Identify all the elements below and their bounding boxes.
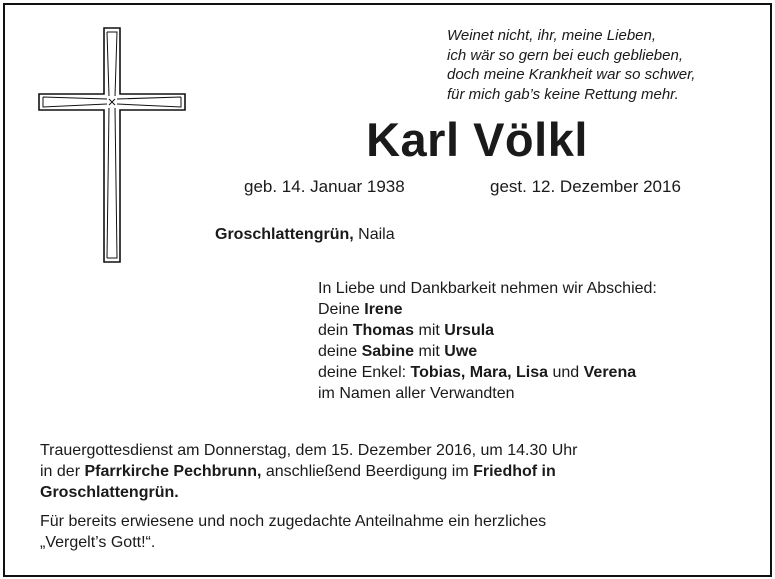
cemetery-town: Groschlattengrün. — [40, 484, 179, 501]
mourner-text: mit — [414, 343, 445, 360]
mourner-name: Thomas — [352, 322, 415, 339]
thanks-note — [40, 511, 546, 553]
mourner-text: deine — [318, 343, 362, 360]
cemetery-name: Friedhof in — [473, 463, 556, 480]
poem-line: ich wär so gern bei euch geblieben, — [447, 46, 683, 64]
mourner-text: deine Enkel: — [318, 364, 411, 381]
thanks-line: „Vergelt’s Gott!“. — [40, 534, 156, 551]
residence-town: Groschlattengrün, — [215, 226, 354, 243]
death-date: gest. 12. Dezember 2016 — [490, 177, 681, 196]
deceased-name: Karl Völkl — [366, 113, 588, 166]
thanks-line: Für bereits erwiesene und noch zugedachte Anteilnahme ein herzliches — [40, 513, 547, 530]
church-name: Pfarrkirche Pechbrunn, — [84, 463, 262, 480]
service-text: in der — [40, 463, 85, 480]
mourner-line — [318, 299, 657, 320]
mourner-text: und — [548, 364, 584, 381]
mourner-line — [318, 341, 657, 362]
mourner-name: Irene — [364, 301, 403, 318]
poem-line: doch meine Krankheit war so schwer, — [447, 66, 696, 83]
mourner-name: Ursula — [444, 322, 495, 339]
mourner-text: dein — [318, 322, 353, 339]
poem-line: Weinet nicht, ihr, meine Lieben, — [447, 27, 657, 44]
service-line: Trauergottesdienst am Donnerstag, dem 15. Dezember 2016, um 14.30 Uhr — [40, 442, 578, 459]
service-line — [40, 461, 577, 482]
mourner-name: Sabine — [361, 343, 415, 360]
birth-date: geb. 14. Januar 1938 — [244, 177, 405, 196]
residence — [215, 226, 395, 244]
mourners-block — [318, 278, 657, 404]
service-info — [40, 440, 577, 503]
mourners-intro: In Liebe und Dankbarkeit nehmen wir Abschied: — [318, 280, 657, 297]
mourner-name: Verena — [583, 364, 637, 381]
poem-line: für mich gab’s keine Rettung mehr. — [447, 85, 679, 103]
mourner-name: Tobias, Mara, Lisa — [410, 364, 549, 381]
mourner-text: Deine — [318, 301, 365, 318]
mourner-text: mit — [414, 322, 445, 339]
service-text: anschließend Beerdigung im — [261, 463, 474, 480]
service-line — [40, 482, 577, 503]
residence-region: Naila — [353, 226, 395, 243]
mourner-line — [318, 320, 657, 341]
mourner-line — [318, 362, 657, 383]
mourners-closing: im Namen aller Verwandten — [318, 385, 515, 402]
mourner-name: Uwe — [444, 343, 478, 360]
poem — [447, 26, 695, 104]
